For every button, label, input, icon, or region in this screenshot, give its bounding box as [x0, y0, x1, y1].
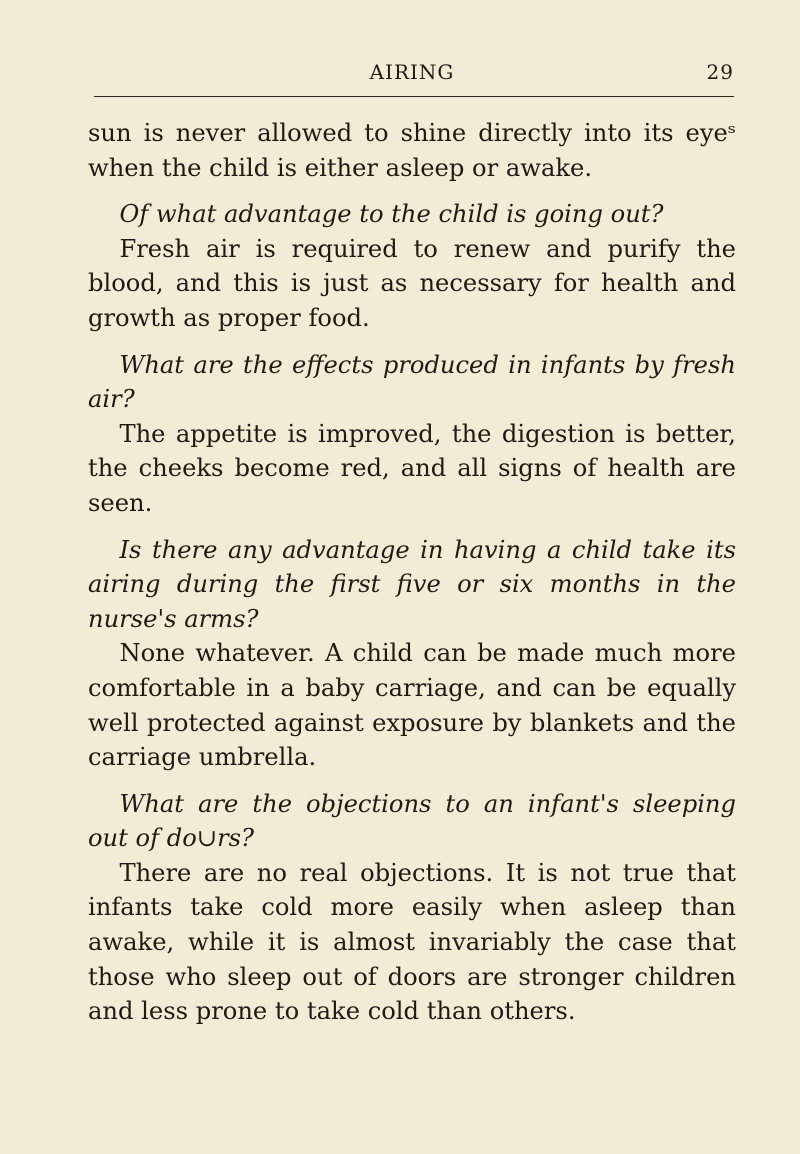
chapter-title: AIRING — [369, 60, 455, 84]
body-text — [88, 116, 736, 1029]
answer-paragraph: The appetite is improved, the digestion is better, the cheeks become red, and all signs of health are seen. — [88, 419, 736, 517]
question-heading: Of what advantage to the child is going out? — [119, 200, 664, 229]
book-page — [88, 60, 736, 1029]
answer-paragraph: sun is never allowed to shine directly into its eyeˢ when the child is either asleep or awake. — [88, 119, 736, 182]
question-heading: What are the effects produced in infants by fresh air? — [88, 350, 736, 414]
running-head — [88, 60, 736, 92]
header-rule — [94, 96, 734, 97]
answer-paragraph: Fresh air is required to renew and purify the blood, and this is just as necessary for health and growth as proper food. — [88, 234, 736, 332]
question-heading: What are the objections to an infant's sleeping out of do∪rs? — [88, 789, 736, 853]
answer-paragraph: There are no real objections. It is not true that infants take cold more easily when asleep than awake, while it is almost invariably the case that those who sleep out of doors are stronger children and less prone to take cold than others. — [88, 858, 736, 1026]
answer-paragraph: None whatever. A child can be made much more comfortable in a baby carriage, and can be equally well protected against exposure by blankets and the carriage umbrella. — [88, 639, 736, 772]
question-heading: Is there any advantage in having a child take its airing during the first five or six months in the nurse's arms? — [88, 535, 736, 633]
page-number: 29 — [706, 60, 734, 84]
